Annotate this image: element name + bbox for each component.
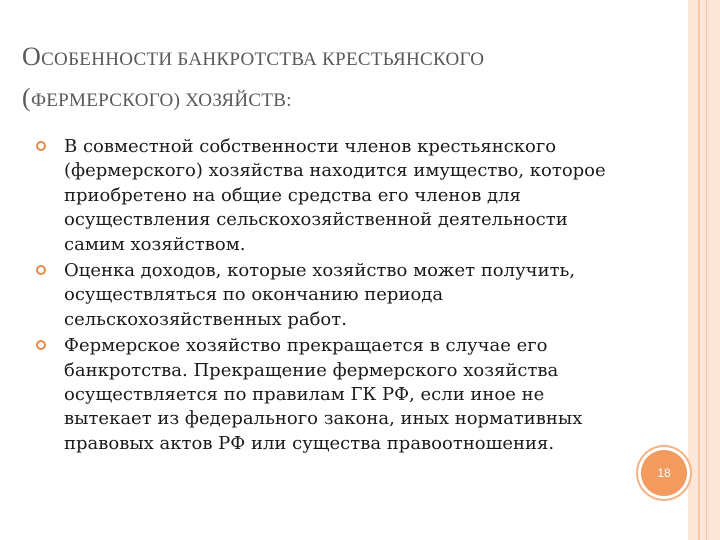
decorative-side-bar bbox=[688, 0, 720, 540]
slide-title bbox=[22, 38, 642, 120]
bullet-text: В совместной собственности членов крестьянского (фермерского) хозяйства находится имущество, которое приобретено на общие средства его членов для осуществления сельскохозяйственной деятельности самим хозяйством. bbox=[64, 136, 606, 255]
title-text: СОБЕННОСТИ БАНКРОТСТВА КРЕСТЬЯНСКОГО bbox=[41, 49, 485, 70]
bullet-text: Оценка доходов, которые хозяйство может получить, осуществляться по окончанию периода сельскохозяйственных работ. bbox=[64, 260, 576, 330]
bullet-item bbox=[34, 334, 609, 456]
page-number-badge: 18 bbox=[641, 450, 687, 496]
bullet-item bbox=[34, 135, 609, 257]
title-initial: О bbox=[22, 42, 42, 71]
bullet-text: Фермерское хозяйство прекращается в случае его банкротства. Прекращение фермерского хозяйства осуществляется по правилам ГК РФ, если иное не вытекает из федерального закона, иных нормативных правовых актов РФ или существа правоотношения. bbox=[64, 335, 583, 454]
bullet-item bbox=[34, 259, 609, 332]
title-line-2 bbox=[22, 79, 642, 120]
bullet-list bbox=[34, 135, 609, 458]
hollow-circle-bullet-icon bbox=[36, 141, 46, 151]
title-line-1 bbox=[22, 38, 642, 79]
decorative-line bbox=[698, 0, 700, 540]
hollow-circle-bullet-icon bbox=[36, 265, 46, 275]
title-text: ФЕРМЕРСКОГО) ХОЗЯЙСТВ: bbox=[30, 90, 292, 111]
hollow-circle-bullet-icon bbox=[36, 340, 46, 350]
title-initial: ( bbox=[22, 83, 31, 112]
decorative-line bbox=[706, 0, 707, 540]
